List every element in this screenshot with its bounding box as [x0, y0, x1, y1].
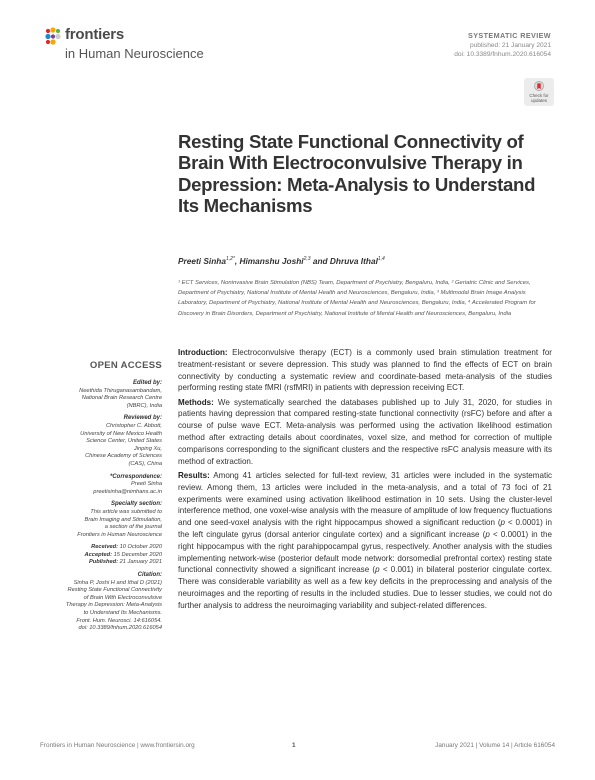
logo-dot	[45, 34, 50, 39]
reviewed-by-label: Reviewed by:	[123, 415, 162, 422]
citation-line: Front. Hum. Neurosci. 14:616054.	[76, 617, 162, 624]
article-title: Resting State Functional Connectivity of Brain With Electroconvulsive Therapy in Depression: Meta-Analysis to Understand Its Mechanisms	[178, 131, 536, 217]
methods-heading: Methods:	[178, 397, 214, 407]
badge-line2: updates	[530, 98, 547, 103]
footer-journal-link[interactable]: Frontiers in Human Neuroscience | www.frontiersin.org	[40, 742, 195, 749]
results-text: < 0.001) in bilateral posterior cingulate cortex. There was considerable variability as well as a few key deficits in the preprocessing and analysis of the neuroimages and the reporting of results in the included studies. Due to lesser studies, we could not do further analysis to address the neuroimaging variability and subject-related differences.	[178, 565, 552, 610]
accepted-label: Accepted:	[84, 551, 113, 558]
received-label: Received:	[91, 544, 119, 551]
specialty-line[interactable]: Frontiers in Human Neuroscience	[77, 531, 162, 538]
received-row	[40, 544, 162, 552]
abstract-introduction	[178, 347, 552, 394]
citation-line: of Brain With Electroconvulsive	[83, 594, 162, 601]
editor-line: (NBRC), India	[126, 402, 162, 409]
abstract-methods	[178, 397, 552, 468]
reviewer-line: (CAS), China	[128, 460, 162, 467]
reviewer-line[interactable]: Christopher C. Abbott,	[105, 422, 162, 429]
logo-dot	[46, 40, 50, 44]
results-text: < 0.0001) in the right hippocampus with the right parahippocampal gyrus, respectively. Another analysis with the studies implementing network-wise (posterior default mode network: dorsomedial prefrontal cortex) resting state functional connectivity showed a significant increase (	[178, 529, 552, 575]
open-access-label: OPEN ACCESS	[89, 360, 162, 371]
specialty-line: a section of the journal	[104, 524, 162, 531]
citation-line: Resting State Functional Connectivity	[67, 587, 162, 594]
editor-line: National Brain Research Centre	[81, 395, 162, 402]
introduction-text: Electroconvulsive therapy (ECT) is a commonly used brain stimulation treatment for treatment-resistant or severe depression. This study was planned to find the effects of ECT on brain connectivity by conducting a systematic review and coordinate-based meta-analysis of the studies performing resting state fMRI (rsfMRI) in patients with depression receiving ECT.	[178, 348, 552, 393]
doi-link[interactable]: doi: 10.3389/fnhum.2020.616054	[454, 51, 551, 58]
logo-dot	[51, 34, 55, 38]
reviewer-info	[40, 423, 162, 469]
specialty-line[interactable]: Brain Imaging and Stimulation,	[84, 516, 162, 523]
author-list	[178, 256, 385, 266]
results-text: < 0.0001) in the left cingulate gyrus (dorsal anterior cingulate cortex) and a significant increase (	[178, 518, 552, 539]
author-link[interactable]: Dhruva Ithal	[329, 256, 378, 266]
affiliations: ¹ ECT Services, Noninvasive Brain Stimulation (NBS) Team, Department of Psychiatry, Bengaluru, India, ² Geriatric Clinic and Services, Department of Psychiatry, National Institute of Mental Health and Neurosciences, Bengaluru, India, ³ Multimodal Brain Image Analysis Laboratory, Department of Psychiatry, National Institute of Mental Health and Neurosciences, Bengaluru, India, ⁴ Accelerated Program for Discovery in Brain Disorders, Department of Psychiatry, National Institute of Mental Health and Neurosciences, Bengaluru, India	[178, 280, 536, 317]
author-superscript: 2,3	[303, 256, 311, 263]
footer-volume-info: January 2021 | Volume 14 | Article 616054	[435, 742, 555, 749]
check-for-updates-badge[interactable]	[524, 78, 554, 106]
brand-name: frontiers	[65, 26, 125, 43]
accepted-row	[40, 552, 162, 560]
editor-info	[40, 388, 162, 411]
specialty-label: Specialty section:	[110, 501, 162, 508]
frontiers-logo-icon	[44, 27, 62, 45]
author-superscript: 1,4	[377, 256, 385, 263]
abstract	[178, 347, 552, 614]
published-date-sidebar: 21 January 2021	[119, 559, 162, 566]
reviewer-line[interactable]: Jinping Xu,	[133, 445, 162, 452]
bookmark-icon	[534, 81, 544, 92]
reviewer-line: Science Center, United States	[86, 438, 162, 445]
logo-dot	[50, 39, 55, 44]
correspondence-label: *Correspondence:	[109, 473, 162, 480]
logo-dot	[55, 34, 60, 39]
reviewer-line: Chinese Academy of Sciences	[85, 453, 162, 460]
author-link[interactable]: Himanshu Joshi	[239, 256, 304, 266]
logo-dot	[56, 29, 60, 33]
badge-line1: Check for	[529, 93, 549, 98]
specialty-info	[40, 509, 162, 539]
history-dates	[40, 544, 162, 567]
journal-name: in Human Neuroscience	[65, 46, 204, 61]
article-type: SYSTEMATIC REVIEW	[468, 31, 551, 40]
specialty-line: This article was submitted to	[90, 508, 162, 515]
p-value-symbol: p	[375, 565, 380, 575]
citation-line: Sinha P, Joshi H and Ithal D (2021)	[73, 579, 162, 586]
results-text: Among 41 articles selected for full-text review, 31 articles were included in the systematic review. Among them, 13 articles were included in the meta-analysis, and a total of 73 foci of 21 experiments were examined using activation likelihood estimation in 10 sets. Using the cluster-level interference method, one voxel-wise analysis with the measure of amplitude of low frequency fluctuations and one seed-voxel analysis with the right hippocampus showed a significant reduction (	[178, 470, 553, 528]
citation-label: Citation:	[137, 572, 162, 579]
correspondence-info	[40, 481, 162, 496]
citation-line: Therapy in Depression: Meta-Analysis	[65, 602, 162, 609]
reviewer-line: University of New Mexico Health	[80, 430, 162, 437]
citation-line: to Understand Its Mechanisms.	[83, 610, 162, 617]
abstract-results	[178, 470, 552, 612]
author-separator: ,	[234, 256, 240, 266]
author-superscript: 1,2*	[225, 256, 235, 263]
author-link[interactable]: Preeti Sinha	[178, 256, 226, 266]
logo-dot	[46, 29, 50, 33]
journal-logo	[44, 26, 234, 66]
author-separator: and	[310, 256, 330, 266]
correspondence-name: Preeti Sinha	[131, 481, 162, 488]
received-date: 10 October 2020	[119, 544, 162, 551]
p-value-symbol: p	[500, 518, 506, 528]
citation-info	[40, 580, 162, 633]
editor-line[interactable]: Neethida Thiruganasambandam,	[79, 387, 162, 394]
article-info-sidebar	[40, 360, 162, 633]
published-row	[40, 559, 162, 567]
published-label: Published:	[88, 559, 119, 566]
page-number: 1	[292, 742, 296, 749]
p-value-symbol: p	[485, 529, 490, 539]
results-heading: Results:	[178, 470, 210, 480]
correspondence-email-link[interactable]: preetisinha@nimhans.ac.in	[93, 488, 162, 495]
citation-doi-link[interactable]: doi: 10.3389/fnhum.2020.616054	[78, 625, 162, 632]
accepted-date: 15 December 2020	[113, 551, 162, 558]
edited-by-label: Edited by:	[132, 380, 162, 386]
introduction-heading: Introduction:	[178, 348, 228, 357]
methods-text: We systematically searched the databases published up to July 31, 2020, for studies in patients having depression that compared resting-state functional connectivity (rsFC) before and after a course of pulse wave ECT. Meta-analysis was performed using the activation likelihood estimation method after extracting details about coordinates, voxel size, and method for correction of multiple comparisons corresponding to the significant clusters and the respective rsFC analysis measure with its method of extraction.	[178, 397, 552, 466]
published-date: published: 21 January 2021	[469, 42, 551, 49]
logo-dot	[50, 27, 55, 32]
